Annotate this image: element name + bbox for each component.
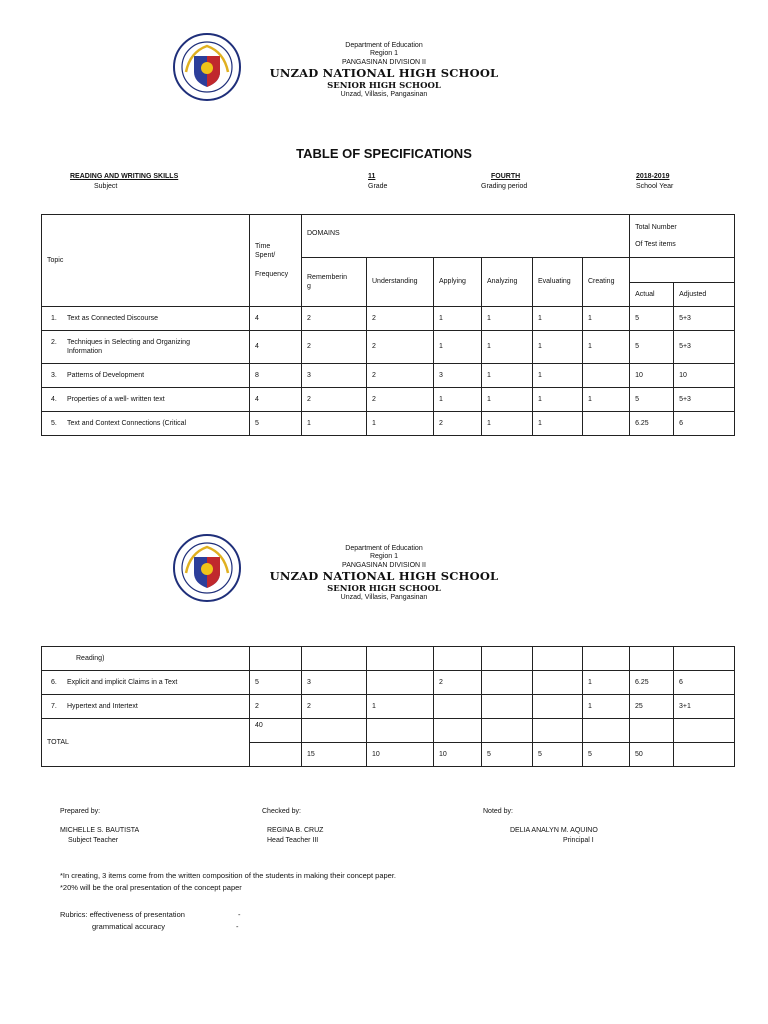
- cell-rem: 2: [302, 695, 367, 719]
- year-value: 2018-2019: [636, 173, 670, 180]
- noted-title: Principal I: [563, 837, 594, 845]
- topic-cell: [42, 388, 250, 412]
- domains-header: DOMAINS: [302, 215, 630, 258]
- cell-und: 1: [367, 695, 434, 719]
- period-value: FOURTH: [491, 173, 521, 180]
- rubric-item: grammatical accuracy: [92, 921, 165, 931]
- total-understanding: 10: [367, 743, 434, 767]
- cell-rem: 2: [302, 307, 367, 331]
- cell-app: 3: [434, 364, 482, 388]
- noted-name: DELIA ANALYN M. AQUINO: [510, 827, 598, 835]
- topic-cell: [42, 671, 250, 695]
- cell-eva: 1: [533, 331, 583, 364]
- school-name: UNZAD NATIONAL HIGH SCHOOL: [269, 66, 499, 81]
- cell-cre: [583, 412, 630, 436]
- cell-ana: [482, 695, 533, 719]
- cell-rem: 2: [302, 331, 367, 364]
- topic-text: Explicit and implicit Claims in a Text: [67, 678, 178, 686]
- grade-label: Grade: [368, 183, 388, 190]
- cell-eva: 1: [533, 388, 583, 412]
- total-evaluating: 5: [533, 743, 583, 767]
- cell-cre: 1: [583, 671, 630, 695]
- prepared-by-block: [60, 807, 139, 846]
- cell-time: 5: [250, 412, 302, 436]
- topic-number: 2.: [51, 338, 57, 346]
- cell-rem: 3: [302, 671, 367, 695]
- cell-time: 4: [250, 307, 302, 331]
- topic-cell: [42, 364, 250, 388]
- topic-number: 3.: [51, 371, 57, 379]
- total-time: 40: [250, 719, 302, 743]
- topic-cell: [42, 695, 250, 719]
- school-name: UNZAD NATIONAL HIGH SCHOOL: [269, 569, 499, 584]
- table-row: [42, 695, 735, 719]
- time-header: Time Spent/ Frequency: [250, 215, 302, 307]
- total-applying: 10: [434, 743, 482, 767]
- topic-text: Properties of a well- written text: [67, 395, 165, 403]
- cell-cre: 1: [583, 307, 630, 331]
- cell-cre: 1: [583, 695, 630, 719]
- topic-number: 5.: [51, 419, 57, 427]
- checked-name: REGINA B. CRUZ: [267, 827, 324, 835]
- topic-text: Hypertext and Intertext: [67, 702, 138, 710]
- table-row: [42, 307, 735, 331]
- cell-act: 6.25: [630, 412, 674, 436]
- cell-act: 25: [630, 695, 674, 719]
- table-row: [42, 412, 735, 436]
- cell-time: 5: [250, 671, 302, 695]
- rubrics-block: [60, 909, 260, 932]
- prepared-name: MICHELLE S. BAUTISTA: [60, 827, 140, 835]
- grade-field: [368, 173, 387, 190]
- specifications-table-continued: [41, 646, 735, 767]
- year-label: School Year: [636, 183, 674, 190]
- remembering-header: Rememberin g: [302, 258, 367, 307]
- total-label: TOTAL: [42, 719, 250, 767]
- cell-eva: 1: [533, 307, 583, 331]
- topic-text: Text as Connected Discourse: [67, 314, 159, 322]
- cell-adj: 5+3: [674, 307, 735, 331]
- prepared-label: Prepared by:: [60, 808, 101, 815]
- cell-und: 1: [367, 412, 434, 436]
- topic-cell: [42, 412, 250, 436]
- cell-adj: 10: [674, 364, 735, 388]
- region-name: Region 1: [369, 553, 399, 561]
- noted-label: Noted by:: [483, 808, 513, 815]
- cell-cre: 1: [583, 331, 630, 364]
- total-items-header: Total Number Of Test items: [630, 215, 735, 258]
- dept-name: Department of Education: [345, 42, 423, 49]
- total-actual: 50: [630, 743, 674, 767]
- cell-time: 4: [250, 331, 302, 364]
- table-row: [42, 671, 735, 695]
- cell-ana: 1: [482, 412, 533, 436]
- table-row: [42, 331, 735, 364]
- rubric-label: Rubrics: effectiveness of presentation: [60, 910, 185, 919]
- cell-eva: [533, 671, 583, 695]
- cell-ana: 1: [482, 307, 533, 331]
- cell-act: 6.25: [630, 671, 674, 695]
- analyzing-header: Analyzing: [482, 258, 533, 307]
- cell-app: 2: [434, 671, 482, 695]
- cell-und: 2: [367, 331, 434, 364]
- letterhead: [200, 545, 568, 603]
- cell-ana: 1: [482, 331, 533, 364]
- cell-rem: 3: [302, 364, 367, 388]
- specifications-table: [41, 214, 735, 436]
- cell-cre: [583, 364, 630, 388]
- cell-ana: 1: [482, 364, 533, 388]
- cell-eva: [533, 695, 583, 719]
- school-address: Unzad, Villasis, Pangasinan: [340, 91, 428, 99]
- region-name: Region 1: [369, 50, 399, 58]
- topic-cell: [42, 307, 250, 331]
- cell-app: 1: [434, 388, 482, 412]
- period-label: Grading period: [481, 183, 528, 190]
- cell-time: 4: [250, 388, 302, 412]
- rubric-dash: -: [238, 910, 241, 919]
- cell-rem: 1: [302, 412, 367, 436]
- topic-number: 1.: [51, 314, 57, 322]
- subject-field: [70, 173, 178, 190]
- table-row: [42, 364, 735, 388]
- subject-value: READING AND WRITING SKILLS: [70, 173, 179, 180]
- continued-topic-cell: Reading): [42, 647, 250, 671]
- understanding-header: Understanding: [367, 258, 434, 307]
- cell-time: 8: [250, 364, 302, 388]
- note-oral: *20% will be the oral presentation of the concept paper: [60, 882, 242, 892]
- year-field: [636, 173, 673, 190]
- division-name: PANGASINAN DIVISION II: [342, 58, 426, 66]
- topic-number: 4.: [51, 395, 57, 403]
- cell-act: 5: [630, 307, 674, 331]
- topic-text: Patterns of Development: [67, 371, 145, 379]
- total-remembering: 15: [302, 743, 367, 767]
- table-row: [42, 388, 735, 412]
- checked-label: Checked by:: [262, 808, 301, 815]
- cell-und: 2: [367, 364, 434, 388]
- cell-rem: 2: [302, 388, 367, 412]
- total-creating: 5: [583, 743, 630, 767]
- period-field: [481, 173, 527, 190]
- cell-und: [367, 671, 434, 695]
- cell-time: 2: [250, 695, 302, 719]
- note-creating: *In creating, 3 items come from the written composition of the students in making their concept paper.: [60, 871, 397, 880]
- topic-text: Techniques in Selecting and Organizing Information: [67, 338, 190, 355]
- cell-app: 1: [434, 307, 482, 331]
- cell-act: 5: [630, 388, 674, 412]
- cell-app: [434, 695, 482, 719]
- subject-label: Subject: [94, 183, 118, 190]
- topic-header: Topic: [42, 215, 250, 307]
- prepared-title: Subject Teacher: [68, 837, 119, 845]
- creating-header: Creating: [583, 258, 630, 307]
- cell-app: 1: [434, 331, 482, 364]
- adjusted-header: Adjusted: [674, 283, 735, 307]
- notes-block: [60, 870, 396, 893]
- checked-title: Head Teacher III: [267, 837, 319, 845]
- cell-eva: 1: [533, 412, 583, 436]
- page-title: TABLE OF SPECIFICATIONS: [296, 146, 472, 161]
- noted-by-block: [483, 807, 598, 846]
- cell-adj: 5+3: [674, 331, 735, 364]
- checked-by-block: [262, 807, 323, 846]
- cell-eva: 1: [533, 364, 583, 388]
- cell-adj: 5+3: [674, 388, 735, 412]
- school-level: SENIOR HIGH SCHOOL: [327, 583, 441, 594]
- school-level: SENIOR HIGH SCHOOL: [327, 80, 441, 91]
- cell-adj: 6: [674, 671, 735, 695]
- topic-cell: [42, 331, 250, 364]
- topic-text: Text and Context Connections (Critical: [67, 419, 187, 427]
- total-analyzing: 5: [482, 743, 533, 767]
- cell-adj: 6: [674, 412, 735, 436]
- total-blank-cell: [630, 258, 735, 283]
- topic-number: 7.: [51, 702, 57, 710]
- actual-header: Actual: [630, 283, 674, 307]
- division-name: PANGASINAN DIVISION II: [342, 561, 426, 569]
- letterhead: [200, 42, 568, 100]
- cell-und: 2: [367, 307, 434, 331]
- cell-und: 2: [367, 388, 434, 412]
- evaluating-header: Evaluating: [533, 258, 583, 307]
- cell-ana: 1: [482, 388, 533, 412]
- cell-act: 5: [630, 331, 674, 364]
- dept-name: Department of Education: [345, 545, 423, 552]
- cell-app: 2: [434, 412, 482, 436]
- applying-header: Applying: [434, 258, 482, 307]
- rubric-dash: -: [236, 921, 239, 931]
- cell-ana: [482, 671, 533, 695]
- cell-adj: 3+1: [674, 695, 735, 719]
- grade-value: 11: [368, 173, 376, 180]
- school-address: Unzad, Villasis, Pangasinan: [340, 594, 428, 602]
- cell-cre: 1: [583, 388, 630, 412]
- cell-act: 10: [630, 364, 674, 388]
- topic-number: 6.: [51, 678, 57, 686]
